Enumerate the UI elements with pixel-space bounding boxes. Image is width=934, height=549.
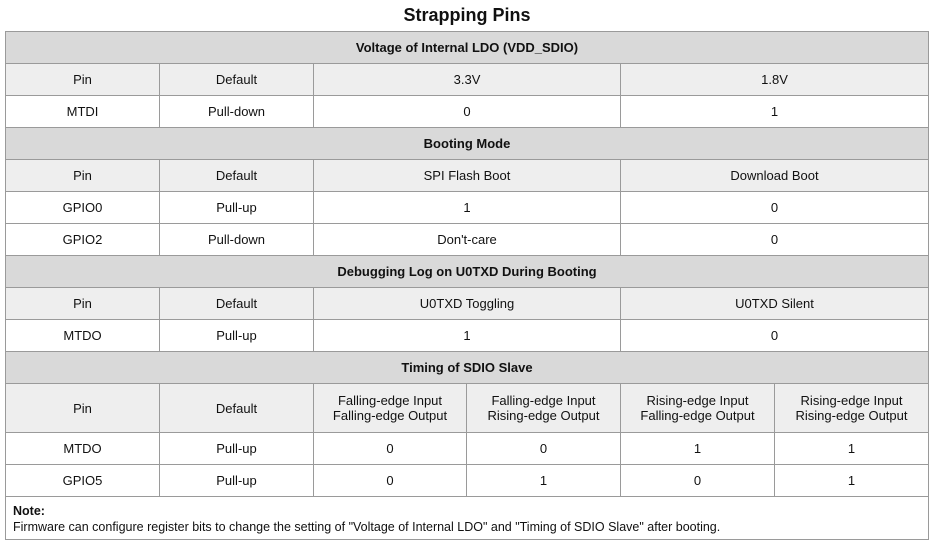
note-row (6, 497, 929, 540)
table-cell: GPIO0 (6, 192, 160, 224)
table-cell: Don't-care (314, 224, 621, 256)
table-cell: 0 (314, 465, 467, 497)
header-cell: Default (160, 288, 314, 320)
table-cell: 0 (314, 433, 467, 465)
section-title: Debugging Log on U0TXD During Booting (6, 256, 929, 288)
table-cell: 0 (467, 433, 621, 465)
header-cell: Pin (6, 160, 160, 192)
table-cell: MTDO (6, 433, 160, 465)
section-header-log (6, 256, 929, 288)
table-cell: 0 (621, 320, 929, 352)
header-cell: Default (160, 64, 314, 96)
table-cell: Pull-up (160, 192, 314, 224)
header-cell: Default (160, 160, 314, 192)
header-cell: 1.8V (621, 64, 929, 96)
header-line: Falling-edge Output (640, 408, 755, 423)
header-cell (314, 384, 467, 433)
header-cell: U0TXD Silent (621, 288, 929, 320)
header-cell: Default (160, 384, 314, 433)
table-cell: Pull-up (160, 320, 314, 352)
header-cell: Pin (6, 288, 160, 320)
header-line: Rising-edge Input (646, 393, 749, 408)
table-cell: GPIO2 (6, 224, 160, 256)
table-row (6, 192, 929, 224)
table-cell: 1 (621, 433, 775, 465)
note (6, 497, 929, 540)
header-cell: U0TXD Toggling (314, 288, 621, 320)
section-title: Booting Mode (6, 128, 929, 160)
note-title: Note: (13, 504, 45, 518)
table-cell: 1 (314, 320, 621, 352)
table-cell: 1 (775, 465, 929, 497)
section-header-ldo (6, 32, 929, 64)
column-header-row (6, 64, 929, 96)
table-cell: 1 (775, 433, 929, 465)
header-line: Rising-edge Input (800, 393, 903, 408)
table-cell: Pull-up (160, 433, 314, 465)
column-header-row (6, 384, 929, 433)
table-cell: 1 (467, 465, 621, 497)
table-row (6, 433, 929, 465)
header-cell: Pin (6, 384, 160, 433)
note-text: Firmware can configure register bits to change the setting of "Voltage of Internal LDO" and "Timing of SDIO Slave" after booting. (13, 520, 721, 534)
section-header-sdio (6, 352, 929, 384)
table-cell: GPIO5 (6, 465, 160, 497)
header-cell (775, 384, 929, 433)
header-cell (467, 384, 621, 433)
section-title: Voltage of Internal LDO (VDD_SDIO) (6, 32, 929, 64)
table-cell: 0 (621, 224, 929, 256)
table-cell: 0 (621, 192, 929, 224)
table-cell: Pull-down (160, 224, 314, 256)
header-cell (621, 384, 775, 433)
column-header-row (6, 160, 929, 192)
page-title: Strapping Pins (403, 5, 531, 25)
header-cell: Pin (6, 64, 160, 96)
table-cell: Pull-down (160, 96, 314, 128)
table-row (6, 96, 929, 128)
header-line: Falling-edge Input (491, 393, 596, 408)
table-cell: 0 (314, 96, 621, 128)
table-row (6, 320, 929, 352)
column-header-row (6, 288, 929, 320)
table-row (6, 224, 929, 256)
strapping-pins-table (5, 31, 929, 540)
table-cell: MTDO (6, 320, 160, 352)
table-cell: 1 (314, 192, 621, 224)
table-cell: 1 (621, 96, 929, 128)
section-title: Timing of SDIO Slave (6, 352, 929, 384)
header-line: Rising-edge Output (795, 408, 908, 423)
header-cell: Download Boot (621, 160, 929, 192)
header-line: Falling-edge Input (337, 393, 443, 408)
header-cell: 3.3V (314, 64, 621, 96)
table-cell: MTDI (6, 96, 160, 128)
table-cell: 0 (621, 465, 775, 497)
header-line: Falling-edge Output (332, 408, 448, 423)
section-header-boot (6, 128, 929, 160)
header-cell: SPI Flash Boot (314, 160, 621, 192)
table-cell: Pull-up (160, 465, 314, 497)
header-line: Rising-edge Output (487, 408, 600, 423)
table-row (6, 465, 929, 497)
